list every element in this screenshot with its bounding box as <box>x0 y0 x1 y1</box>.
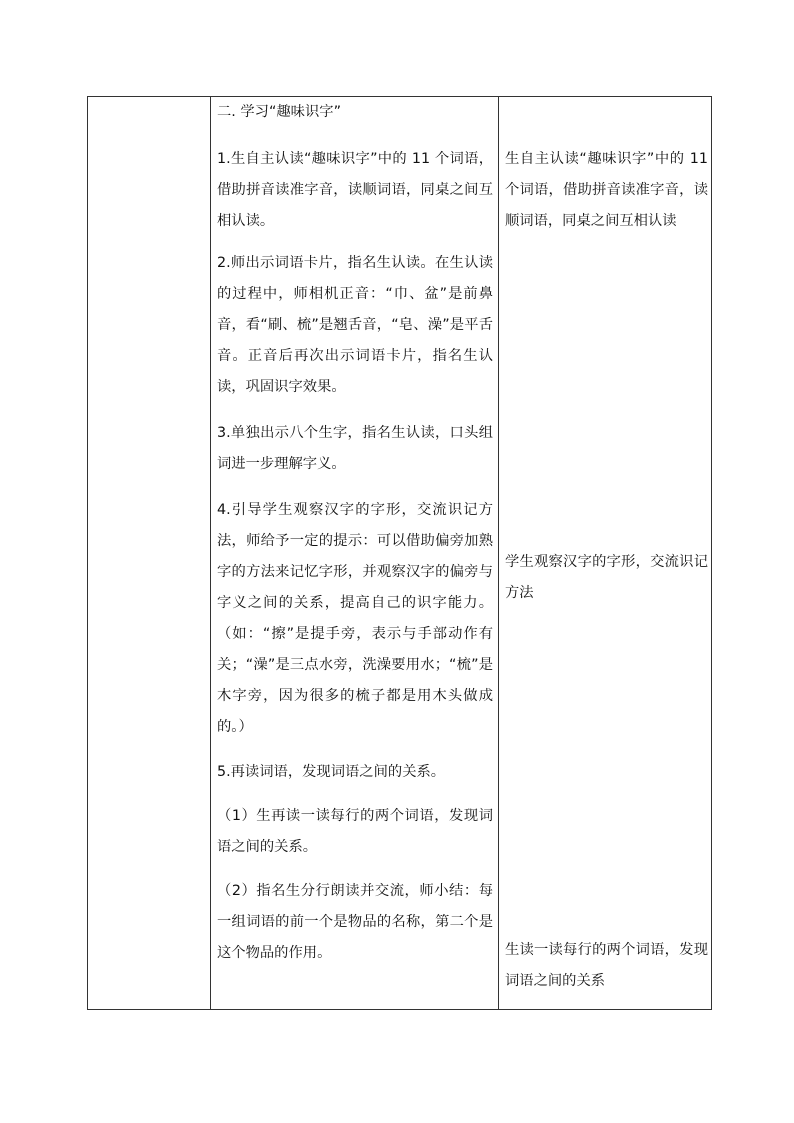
activity-paragraph: 5.再读词语，发现词语之间的关系。 <box>217 764 446 780</box>
lesson-plan-table <box>87 96 712 1010</box>
student-paragraph: 生自主认读“趣味识字”中的 11 个词语，借助拼音读准字音，读顺词语，同桌之间互相认读 <box>505 151 708 229</box>
student-paragraph: 学生观察汉字的字形，交流识记方法 <box>505 554 708 601</box>
student-paragraph: 生读一读每行的两个词语，发现词语之间的关系 <box>505 942 708 989</box>
activity-paragraph: （1）生再读一读每行的两个词语，发现词语之间的关系。 <box>217 808 493 855</box>
activity-paragraph: 2.师出示词语卡片，指名生认读。在生认读的过程中，师相机正音：“巾、盆”是前鼻音，看“刷、梳”是翘舌音，“皂、澡”是平舌音。正音后再次出示词语卡片，指名生认读，巩固识字效果。 <box>217 255 493 395</box>
activity-paragraph: 1.生自主认读“趣味识字”中的 11 个词语，借助拼音读准字音，读顺词语，同桌之间互相认读。 <box>217 151 493 229</box>
left-column-cell <box>88 97 210 1009</box>
activity-paragraph: 4.引导学生观察汉字的字形，交流识记方法，师给予一定的提示：可以借助偏旁加熟字的方法来记忆字形，并观察汉字的偏旁与字义之间的关系，提高自己的识字能力。（如：“擦”是提手旁，表示与手部动作有关；“澡”是三点水旁，洗澡要用水；“梳”是木字旁，因为很多的梳子都是用木头做成的。） <box>217 502 493 735</box>
activity-paragraph: 3.单独出示八个生字，指名生认读，口头组词进一步理解字义。 <box>217 425 493 472</box>
teacher-activity-cell <box>211 97 498 1009</box>
activity-paragraph: （2）指名生分行朗读并交流，师小结：每一组词语的前一个是物品的名称，第二个是这个物品的作用。 <box>217 883 493 961</box>
student-activity-cell <box>499 97 712 1009</box>
section-heading: 二. 学习“趣味识字” <box>217 104 341 120</box>
